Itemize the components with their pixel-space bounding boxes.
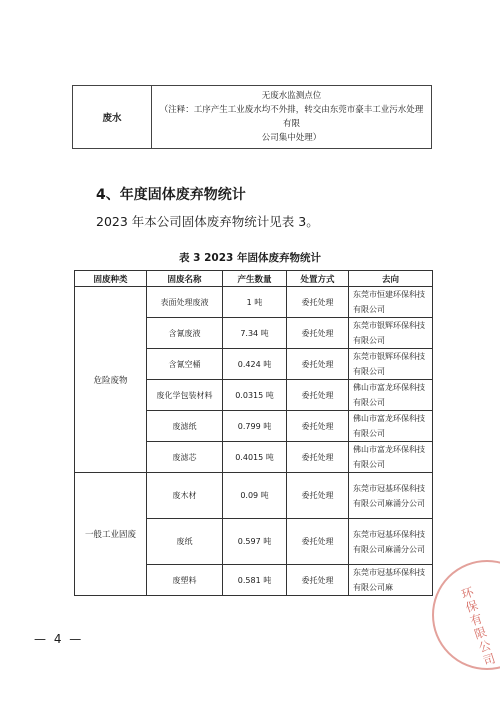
solid-waste-table (74, 270, 433, 596)
waste-quantity: 7.34 吨 (223, 318, 287, 349)
table-row (75, 287, 433, 318)
waste-destination: 东莞市恒建环保科技有限公司 (349, 287, 433, 318)
waste-destination: 佛山市富龙环保科技有限公司 (349, 380, 433, 411)
waste-method: 委托处理 (287, 411, 349, 442)
page-number: — 4 — (34, 632, 84, 646)
waste-destination: 佛山市富龙环保科技有限公司 (349, 442, 433, 473)
wastewater-description (152, 86, 432, 149)
table-caption: 表 3 2023 年固体废弃物统计 (179, 252, 321, 264)
waste-quantity: 0.09 吨 (223, 473, 287, 519)
waste-destination: 东莞市冠基环保科技有限公司麻涌分公司 (349, 473, 433, 519)
waste-quantity: 1 吨 (223, 287, 287, 318)
waste-quantity: 0.424 吨 (223, 349, 287, 380)
section-paragraph: 2023 年本公司固体废弃物统计见表 3。 (96, 214, 319, 229)
waste-quantity: 0.0315 吨 (223, 380, 287, 411)
header-name: 固废名称 (147, 271, 223, 287)
waste-name: 含氰废液 (147, 318, 223, 349)
header-destination: 去向 (349, 271, 433, 287)
waste-quantity: 0.581 吨 (223, 565, 287, 596)
wastewater-line-3: 公司集中处理） (261, 133, 322, 143)
wastewater-label: 废水 (73, 86, 152, 149)
header-method: 处置方式 (287, 271, 349, 287)
waste-method: 委托处理 (287, 565, 349, 596)
wastewater-table (72, 85, 432, 149)
waste-destination: 东莞市银辉环保科技有限公司 (349, 349, 433, 380)
waste-method: 委托处理 (287, 349, 349, 380)
header-category: 固废种类 (75, 271, 147, 287)
waste-method: 委托处理 (287, 287, 349, 318)
waste-method: 委托处理 (287, 519, 349, 565)
seal-text: 环保有限公司 (458, 585, 498, 670)
waste-name: 含氰空桶 (147, 349, 223, 380)
category-general: 一般工业固废 (75, 473, 147, 596)
waste-destination: 佛山市富龙环保科技有限公司 (349, 411, 433, 442)
waste-name: 废木材 (147, 473, 223, 519)
waste-quantity: 0.799 吨 (223, 411, 287, 442)
waste-name: 废滤纸 (147, 411, 223, 442)
category-hazardous: 危险废物 (75, 287, 147, 473)
wastewater-line-2: （注释：工序产生工业废水均不外排，转交由东莞市豪丰工业污水处理有限 (159, 105, 424, 129)
waste-name: 废化学包装材料 (147, 380, 223, 411)
waste-method: 委托处理 (287, 473, 349, 519)
waste-quantity: 0.4015 吨 (223, 442, 287, 473)
table-header-row (75, 271, 433, 287)
waste-destination: 东莞市冠基环保科技有限公司麻 (349, 565, 433, 596)
waste-destination: 东莞市银辉环保科技有限公司 (349, 318, 433, 349)
header-quantity: 产生数量 (223, 271, 287, 287)
section-heading: 4、年度固体废弃物统计 (96, 187, 246, 203)
waste-destination: 东莞市冠基环保科技有限公司麻涌分公司 (349, 519, 433, 565)
waste-name: 废塑料 (147, 565, 223, 596)
waste-name: 废滤芯 (147, 442, 223, 473)
waste-method: 委托处理 (287, 318, 349, 349)
waste-method: 委托处理 (287, 442, 349, 473)
waste-name: 表面处理废液 (147, 287, 223, 318)
wastewater-line-1: 无废水监测点位 (261, 91, 322, 101)
table-row (75, 473, 433, 519)
waste-method: 委托处理 (287, 380, 349, 411)
waste-quantity: 0.597 吨 (223, 519, 287, 565)
waste-name: 废纸 (147, 519, 223, 565)
